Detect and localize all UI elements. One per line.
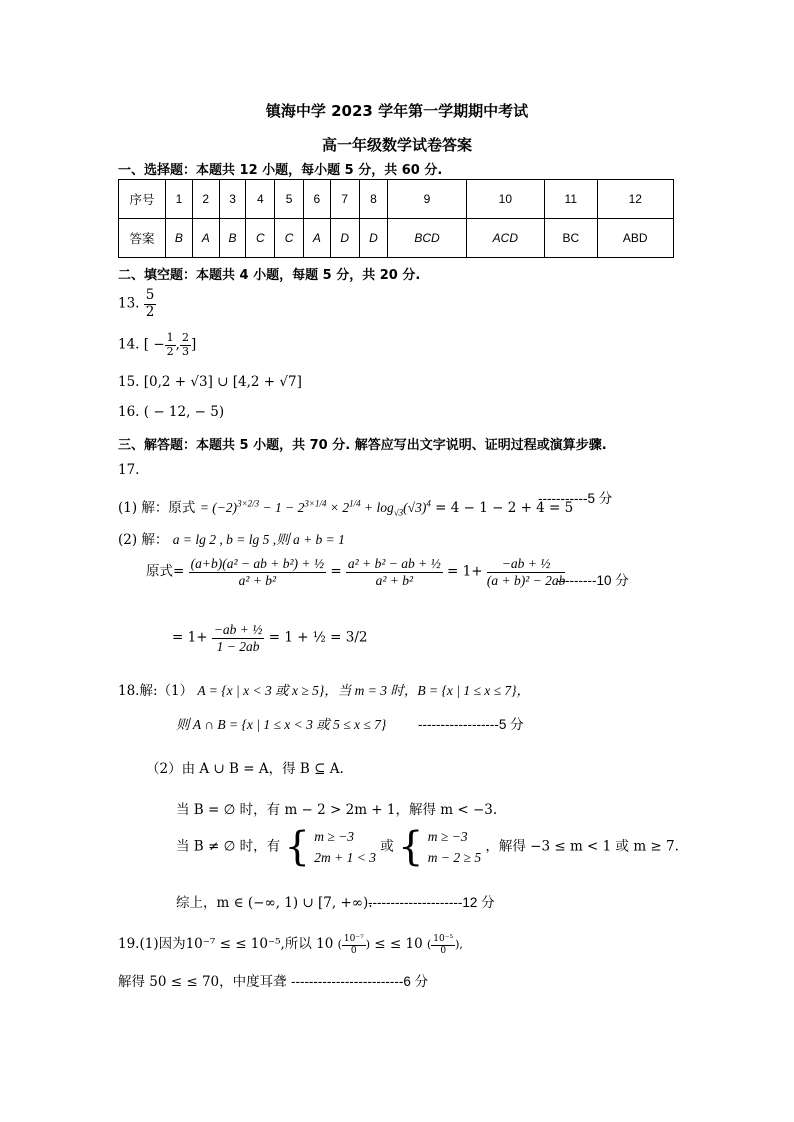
table-cell: B	[219, 219, 246, 258]
section1-heading: 一、选择题：本题共 12 小题，每小题 5 分，共 60 分.	[118, 163, 443, 178]
numerator: −ab + ½	[213, 622, 263, 637]
numerator: (a+b)(a² − ab + b²) + ½	[190, 556, 325, 571]
table-cell: A	[192, 219, 219, 258]
section2-heading: 二、填空题：本题共 4 小题，每题 5 分，共 20 分.	[118, 268, 421, 283]
separator: ,	[175, 336, 180, 353]
table-cell: 12	[597, 180, 673, 219]
table-cell: 11	[545, 180, 598, 219]
fraction	[189, 556, 326, 588]
statement: A = {x | x < 3 或 x ≥ 5}，当 m = 3 时，B = {x | 1 ≤ x ≤ 7}，	[197, 683, 531, 698]
table-cell: 2	[192, 180, 219, 219]
question-label: 18.解:（1）	[118, 683, 194, 699]
table-cell: C	[275, 219, 304, 258]
score-mark: ---------------------12 分	[368, 895, 495, 910]
numerator: −ab + ½	[487, 556, 566, 573]
statement: 19.(1)因为10⁻⁷ ≤ ≤ 10⁻⁵,所以 10	[118, 936, 334, 952]
q19-line2	[118, 970, 428, 990]
inequality: m ≥ −3	[314, 829, 354, 844]
or-word: 或	[380, 838, 394, 855]
question-number: 13.	[118, 295, 140, 312]
expression: = $(-2)^{3\times 2/3} - 1 - 2^{3\times 1/4} \times 2^{1/4} + \log_{√3}(√3)^4$	[199, 498, 431, 518]
table-cell: BC	[545, 219, 598, 258]
table-cell: 8	[359, 180, 388, 219]
table-cell: 4	[246, 180, 275, 219]
score-mark: ------------------5 分	[418, 717, 524, 732]
page-title: 镇海中学 2023 学年第一学期期中考试	[265, 102, 529, 120]
q19-line1	[118, 932, 463, 956]
numerator: a² + b² − ab + ½	[347, 556, 441, 571]
denominator: 0	[440, 945, 447, 956]
score-mark: -----------5 分	[538, 491, 613, 506]
denominator: 3	[181, 344, 189, 358]
q18-line4: 当 B = ∅ 时，有 m − 2 > 2m + 1，解得 m < −3.	[176, 802, 498, 818]
paren-fraction: ( $\frac{\text{10⁻⁷}}{0}$ )	[337, 934, 370, 956]
fraction	[180, 332, 191, 358]
numerator: 10⁻⁵	[433, 934, 454, 945]
result: = 4 − 1 − 2 + 4 = 5	[435, 500, 574, 516]
condition: 当 B ≠ ∅ 时，有	[176, 838, 281, 855]
numerator: 10⁻⁷	[343, 934, 364, 945]
inequality: 2m + 1 < 3	[314, 850, 376, 865]
denominator: a² + b²	[238, 572, 277, 588]
fraction	[487, 556, 566, 588]
fraction	[165, 332, 176, 358]
q17-derivation-2: = 1+ $\frac{\text{−ab + ½}}{1 - 2ab}$ = 1 + ½ = 3/2	[172, 622, 368, 654]
table-cell: B	[166, 219, 193, 258]
paren-fraction: ( $\frac{\text{10⁻⁵}}{0}$ ),	[426, 934, 463, 956]
denominator: 0	[350, 945, 357, 956]
inequality-system	[314, 826, 376, 868]
q17-derivation-1: 原式= $\frac{\text{(a+b)(a² − ab + b²) + ½}}{\text{a² + b²}}$ = $\frac{\text{a² + b² − ab + ½}}{\text{a² + b²}}$ = 1+ $\frac{\text{−ab + ½}}{\text{(a + b)² − 2ab}}$	[146, 556, 566, 588]
q18-line2	[176, 713, 386, 733]
answer-table	[118, 179, 674, 258]
answer-14	[118, 332, 196, 358]
table-cell: A	[303, 219, 330, 258]
page-subtitle: 高一年级数学试卷答案	[321, 136, 472, 154]
question-number: 14.	[118, 336, 140, 353]
q18-line5	[176, 826, 679, 868]
answer-15: 15. [0,2 + √3] ∪ [4,2 + √7]	[118, 374, 302, 390]
table-cell: ACD	[466, 219, 544, 258]
left-brace: {	[284, 824, 310, 870]
table-cell: C	[246, 219, 275, 258]
answer-13	[118, 288, 156, 320]
table-cell: ABD	[597, 219, 673, 258]
denominator: 2	[166, 344, 174, 358]
statement-cont: ≤ ≤ 10	[374, 936, 423, 952]
inequality: m ≥ −3	[427, 829, 468, 844]
denominator: 2	[145, 303, 155, 320]
denominator: 1 − 2ab	[216, 638, 260, 654]
section3-heading: 三、解答题：本题共 5 小题，共 70 分. 解答应写出文字说明、证明过程或演算步骤.	[118, 438, 607, 453]
intersection: 则 A ∩ B = {x | 1 ≤ x < 3 或 5 ≤ x ≤ 7}	[176, 717, 387, 732]
numerator: 5	[145, 287, 155, 303]
table-cell: 5	[275, 180, 304, 219]
inequality: m − 2 ≥ 5	[427, 850, 482, 865]
score-mark: ---------10 分	[556, 573, 629, 588]
part-label: (2) 解：	[118, 532, 169, 548]
row-label-number: 序号	[119, 180, 166, 219]
table-cell: D	[359, 219, 388, 258]
given: a = lg 2 , b = lg 5 ,则 a + b = 1	[172, 532, 345, 547]
numerator: 2	[181, 331, 189, 344]
bracket-open: [ −	[143, 336, 165, 353]
table-cell: 10	[466, 180, 544, 219]
q18-line1	[118, 679, 530, 699]
denominator: (a + b)² − 2ab	[486, 572, 566, 588]
inequality-system	[428, 826, 481, 868]
fraction	[212, 622, 265, 654]
numerator: 1	[166, 331, 174, 344]
q18-line3: （2）由 A ∪ B = A，得 B ⊆ A.	[146, 761, 344, 777]
fraction	[144, 288, 157, 320]
question-17-number: 17.	[118, 462, 140, 478]
table-cell: 6	[303, 180, 330, 219]
solution: 解得 50 ≤ ≤ 70，中度耳聋	[118, 974, 287, 990]
table-cell: 3	[219, 180, 246, 219]
part-label: (1) 解：原式	[118, 500, 196, 516]
row-label-answer: 答案	[119, 219, 166, 258]
table-cell: BCD	[388, 219, 466, 258]
q17-part1	[118, 496, 573, 518]
fraction	[346, 556, 443, 588]
left-brace: {	[398, 824, 424, 870]
label: 原式=	[146, 563, 185, 580]
table-cell: 7	[330, 180, 359, 219]
table-cell: D	[330, 219, 359, 258]
score-mark: -------------------------6 分	[290, 974, 429, 989]
table-cell: 1	[166, 180, 193, 219]
table-row-numbers	[119, 180, 674, 219]
answer-16: 16. ( − 12, − 5)	[118, 404, 225, 420]
q18-line6	[176, 891, 373, 911]
solution: ，解得 −3 ≤ m < 1 或 m ≥ 7.	[485, 838, 679, 855]
conclusion: 综上，m ∈ (−∞, 1) ∪ [7, +∞).	[176, 895, 373, 911]
table-cell: 9	[388, 180, 466, 219]
denominator: a² + b²	[375, 572, 414, 588]
table-row-answers	[119, 219, 674, 258]
bracket-close: ]	[190, 336, 197, 353]
final-result: = 1 + ½ = 3/2	[268, 629, 368, 646]
q17-part2	[118, 528, 345, 548]
